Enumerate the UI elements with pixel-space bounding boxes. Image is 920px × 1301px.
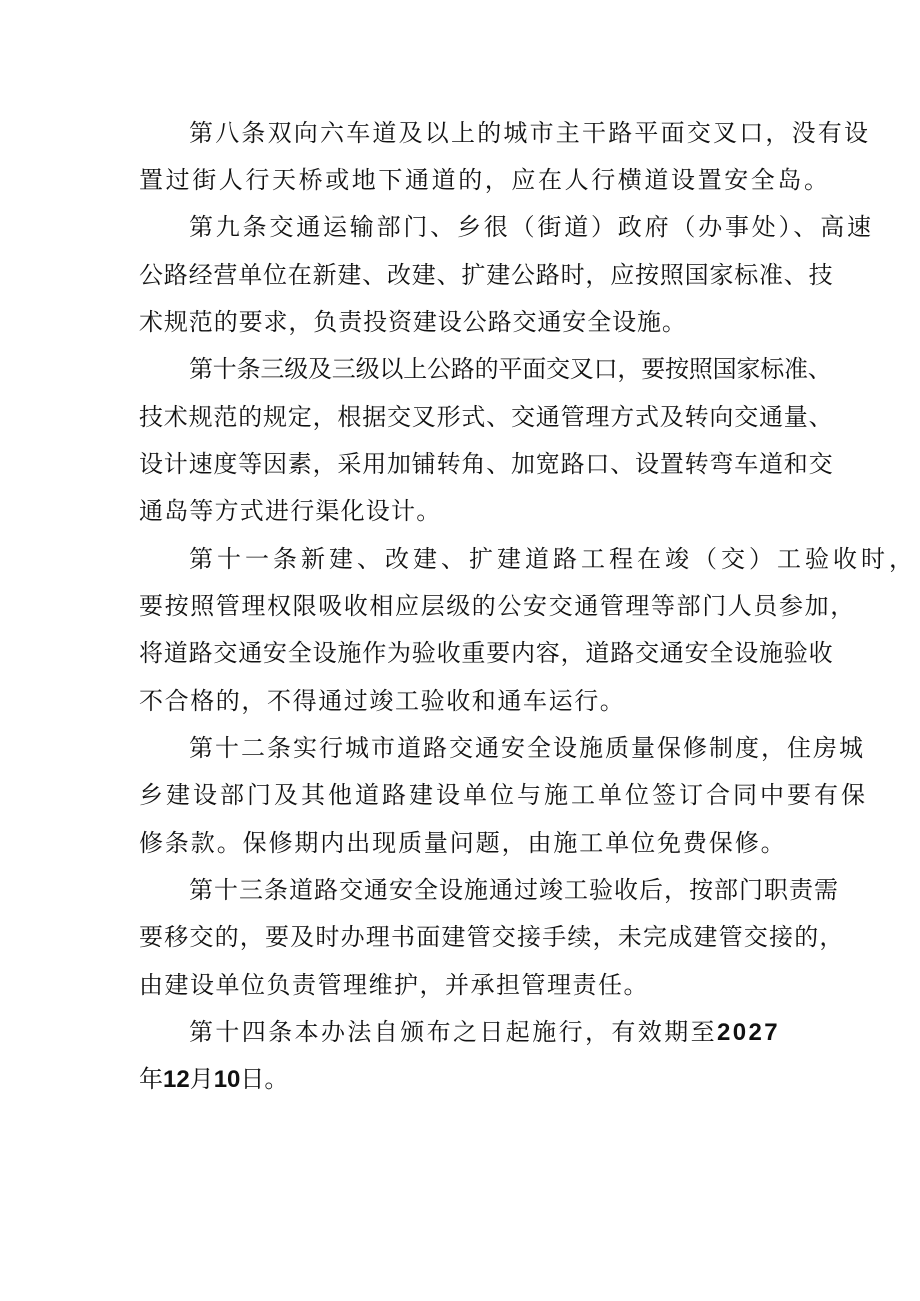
article-11-line-1: 第十一条新建、改建、扩建道路工程在竣（交）工验收时， <box>189 545 917 573</box>
month-char: 月 <box>189 1065 214 1093</box>
article-11-line-2: 要按照管理权限吸收相应层级的公安交通管理等部门人员参加， <box>139 592 856 620</box>
article-14-line-2 <box>139 1064 288 1095</box>
article-8-line-1: 第八条双向六车道及以上的城市主干路平面交叉口，没有设 <box>189 119 871 147</box>
article-9-line-1: 第九条交通运输部门、乡很（街道）政府（办事处）、高速 <box>189 213 874 241</box>
article-10-line-1: 第十条三级及三级以上公路的平面交叉口，要按照国家标准、 <box>189 355 832 383</box>
article-14-line-1 <box>189 1017 780 1048</box>
article-12-line-2: 乡建设部门及其他道路建设单位与施工单位签订合同中要有保 <box>139 781 868 809</box>
expiry-month: 12 <box>163 1066 190 1093</box>
day-char: 日。 <box>240 1065 289 1093</box>
article-10-line-3: 设计速度等因素，采用加铺转角、加宽路口、设置转弯车道和交 <box>139 450 834 478</box>
expiry-year: 2027 <box>717 1019 780 1046</box>
article-11-line-3: 将道路交通安全设施作为验收重要内容，道路交通安全设施验收 <box>139 639 834 667</box>
article-10-line-4: 通岛等方式进行渠化设计。 <box>139 497 442 525</box>
article-9-line-3: 术规范的要求，负责投资建设公路交通安全设施。 <box>139 308 687 336</box>
year-char: 年 <box>139 1065 163 1093</box>
article-13-line-1: 第十三条道路交通安全设施通过竣工验收后，按部门职责需 <box>189 876 839 904</box>
expiry-day: 10 <box>213 1066 241 1093</box>
article-12-line-3: 修条款。保修期内出现质量问题，由施工单位免费保修。 <box>139 829 787 857</box>
article-14-text: 第十四条本办法自颁布之日起施行，有效期至 <box>189 1018 717 1046</box>
article-11-line-4: 不合格的，不得通过竣工验收和通车运行。 <box>139 687 626 715</box>
article-13-line-2: 要移交的，要及时办理书面建管交接手续，未完成建管交接的， <box>139 923 845 951</box>
article-12-line-1: 第十二条实行城市道路交通安全设施质量保修制度，住房城 <box>189 734 865 762</box>
article-9-line-2: 公路经营单位在新建、改建、扩建公路时，应按照国家标准、技 <box>139 261 834 289</box>
article-10-line-2: 技术规范的规定，根据交叉形式、交通管理方式及转向交通量、 <box>139 403 834 431</box>
article-13-line-3: 由建设单位负责管理维护，并承担管理责任。 <box>139 971 649 999</box>
article-8-line-2: 置过街人行天桥或地下通道的，应在人行横道设置安全岛。 <box>139 166 831 194</box>
